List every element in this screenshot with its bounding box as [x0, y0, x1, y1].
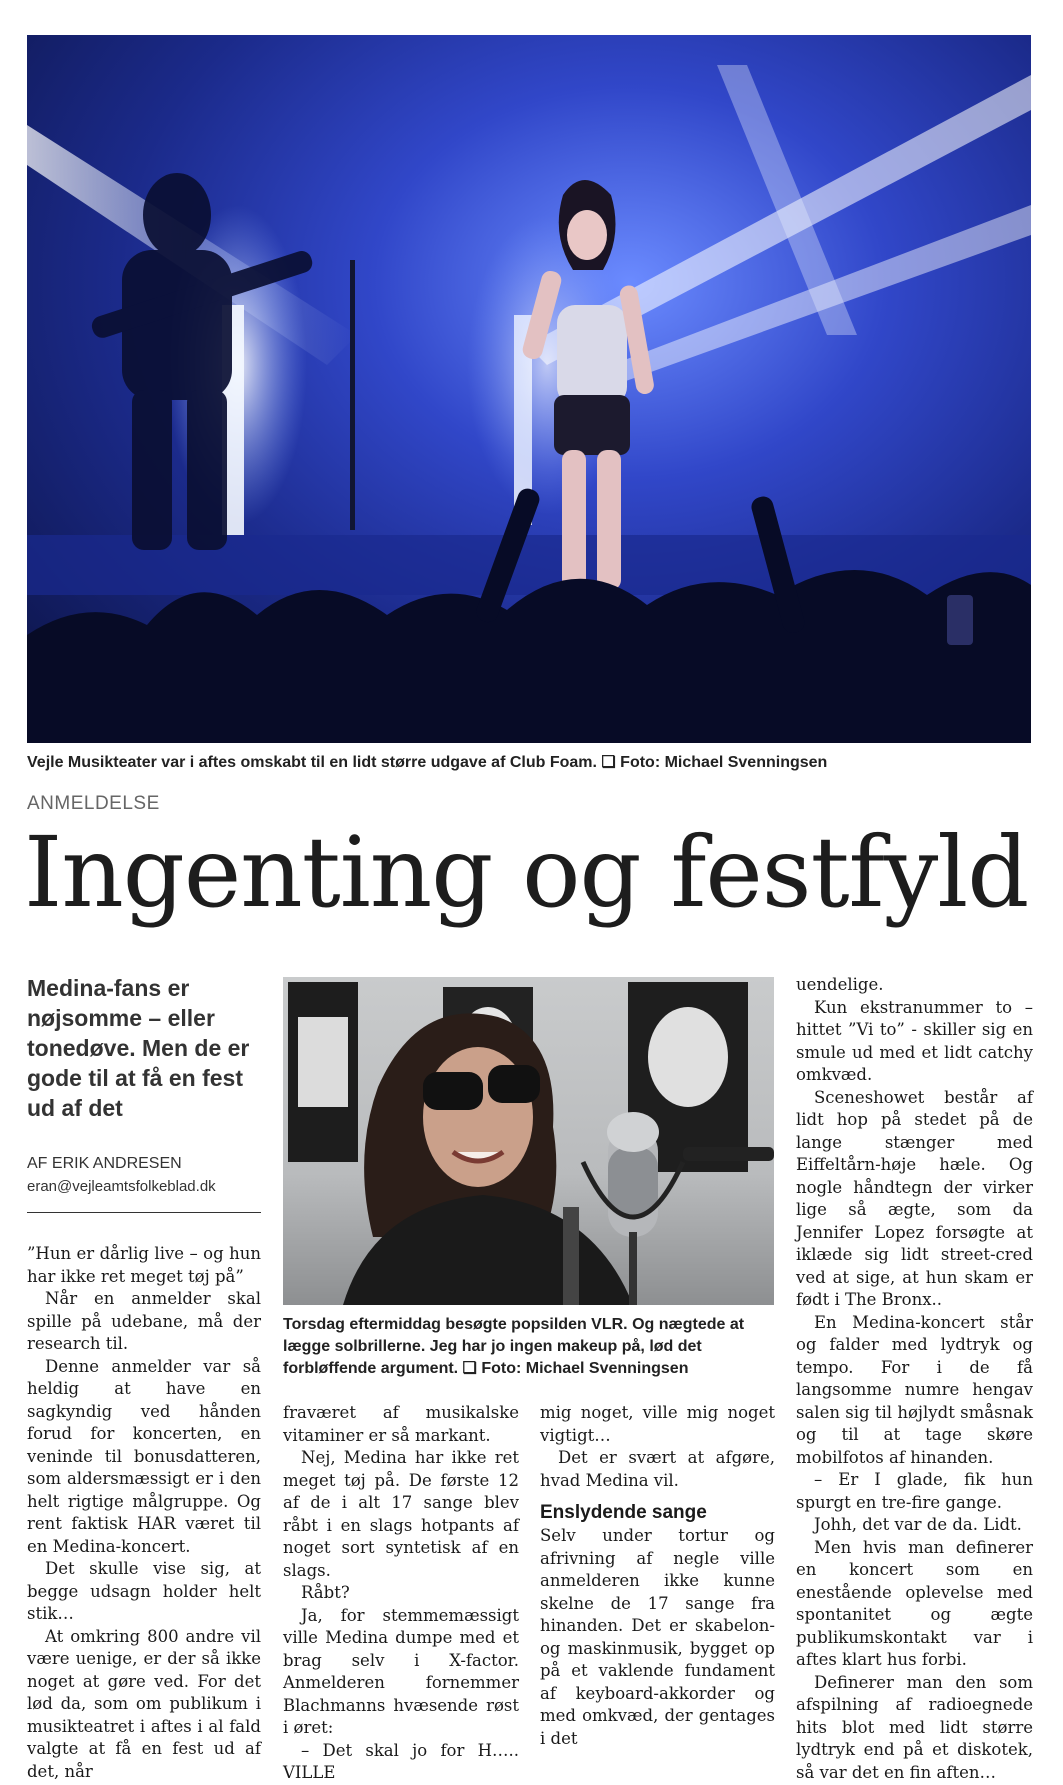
- byline-divider: [27, 1212, 261, 1213]
- body-paragraph: Selv under tortur og afrivning af negle ville anmelderen ikke kunne skelne de 17 sange fra hinanden. Det er skabelon- og maskinmusik, bygget op på et vaklende fundament af keyboard-akkorder og med omkvæd, der gentages i det: [540, 1526, 775, 1748]
- body-paragraph: – Det skal jo for H….. VILLE: [283, 1740, 519, 1782]
- body-column-4: [796, 974, 1033, 1784]
- body-column-3: [540, 1402, 775, 1750]
- body-paragraph: ”Hun er dårlig live – og hun har ikke ret meget tøj på”: [27, 1244, 261, 1286]
- body-column-1: [27, 1243, 261, 1783]
- section-kicker: ANMELDELSE: [27, 793, 160, 814]
- photo-caption: Vejle Musikteater var i aftes omskabt til en lidt større udgave af Club Foam. ❏ Foto: Michael Svenningsen: [27, 754, 828, 771]
- body-paragraph: Johh, det var de da. Lidt.: [814, 1515, 1022, 1534]
- body-paragraph: mig noget, ville mig noget vigtigt…: [540, 1403, 775, 1445]
- body-paragraph: Sceneshowet består af lidt hop på stedet på de lange stænger med Eiffeltårn-høje hæle. Og nogle håndtegn der virker lige så ægte, som da Jennifer Lopez forsøgte at iklæde sig lidt street-cred ved at sige, at hun skam er født i The Bronx..: [796, 1087, 1033, 1309]
- concert-photo: [27, 35, 1031, 743]
- body-paragraph: Nej, Medina har ikke ret meget tøj på. De første 12 af de i alt 17 sange blev råbt i en slags hotpants af noget sort syntetisk af en slags.: [283, 1448, 519, 1580]
- body-paragraph: En Medina-koncert står og falder med lydtryk og tempo. For i de få langsomme numre hengav salen sig til højlydt småsnak og til at tage skøre mobilfotos af hinanden.: [796, 1312, 1033, 1467]
- body-paragraph: Det skulle vise sig, at begge udsagn holder helt stik…: [27, 1559, 261, 1623]
- inset-photo: [283, 977, 774, 1305]
- body-paragraph: Råbt?: [301, 1583, 350, 1602]
- body-column-2: [283, 1402, 519, 1785]
- author-email: eran@vejleamtsfolkeblad.dk: [27, 1178, 216, 1195]
- byline: AF ERIK ANDRESEN: [27, 1155, 182, 1172]
- body-paragraph: fraværet af musikalske vitaminer er så markant.: [283, 1403, 519, 1445]
- subheading: Enslydende sange: [540, 1502, 707, 1523]
- inset-photo-illustration: [283, 977, 774, 1305]
- intro-deck: Medina-fans er nøjsomme – eller tonedøve. Men de er gode til at få en fest ud af det: [27, 975, 250, 1121]
- body-paragraph: uendelige.: [796, 975, 884, 994]
- body-paragraph: – Er I glade, fik hun spurgt en tre-fire gange.: [796, 1470, 1033, 1512]
- body-paragraph: Denne anmelder var så heldig at have en sagkyndig ved hånden forud for koncerten, en veninde til bonusdatteren, som aldersmæssigt er i den helt rigtige målgruppe. Og rent faktisk HAR været til en Medina-koncert.: [27, 1356, 261, 1556]
- body-paragraph: Ja, for stemmemæssigt ville Medina dumpe med et brag selv i X-factor. Anmelderen fornemmer Blachmanns hvæsende røst i øret:: [283, 1605, 519, 1737]
- headline: Ingenting og festfyld: [24, 816, 1029, 929]
- body-paragraph: Det er svært at afgøre, hvad Medina vil.: [540, 1448, 775, 1490]
- inset-caption: Torsdag eftermiddag besøgte popsilden VLR. Og nægtede at lægge solbrillerne. Jeg har jo ingen makeup på, lød det forbløffende argument. ❏ Foto: Michael Svenningsen: [283, 1316, 745, 1377]
- body-paragraph: Når en anmelder skal spille på udebane, må der research til.: [27, 1289, 261, 1353]
- body-paragraph: Men hvis man definerer en koncert som en enestående oplevelse med spontanitet og ægte publikumskontakt var i aftes klart hus forbi.: [796, 1537, 1033, 1669]
- body-paragraph: At omkring 800 andre vil være uenige, er der så ikke noget at gøre ved. For det lød da, som om publikum i musikteatret i aftes i al fald valgte at få en fest ud af det, når: [27, 1626, 261, 1781]
- concert-photo-illustration: [27, 35, 1031, 743]
- body-paragraph: Kun ekstranummer to – hittet ”Vi to” - skiller sig en smule ud med et lidt catchy omkvæd.: [796, 997, 1033, 1084]
- body-paragraph: Definerer man den som afspilning af radioegnede hits blot med lidt større lydtryk end på et diskotek, så var det en fin aften…: [796, 1672, 1033, 1782]
